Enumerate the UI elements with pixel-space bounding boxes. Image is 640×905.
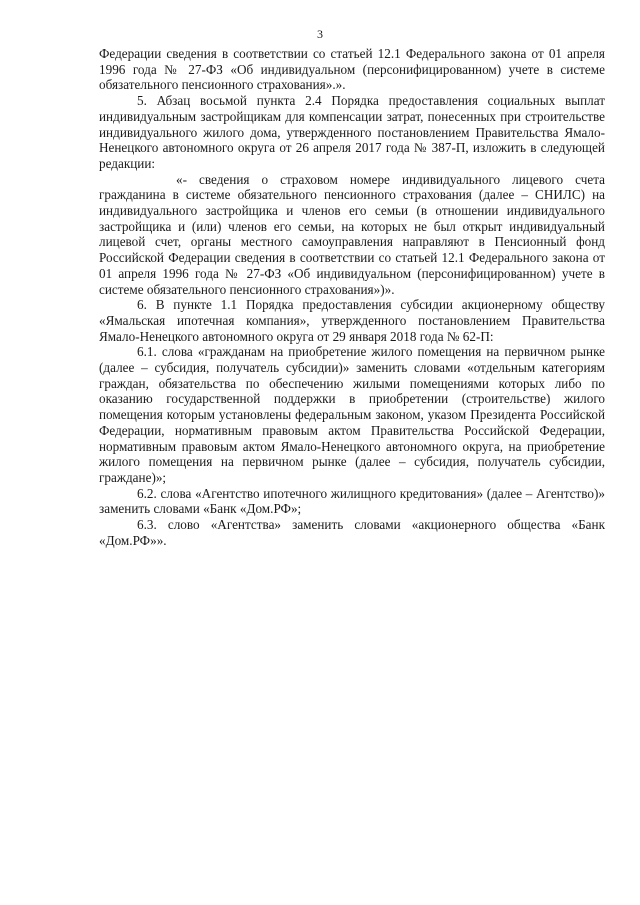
- paragraph-item-6-3: 6.3. слово «Агентства» заменить словами «акционерного общества «Банк «Дом.РФ»».: [99, 517, 605, 548]
- page-number: 3: [317, 27, 323, 41]
- paragraph-quoted-text: «- сведения о страховом номере индивидуального лицевого счета гражданина в системе обязательного пенсионного страхования (далее – СНИЛС) на индивидуального застройщика и членов его семьи (в отношении индивидуального застройщика и (или) членов его семьи, на которых не был открыт индивидуальный лицевой счет, органы местного самоуправления направляют в Пенсионный фонд Российской Федерации сведения в соответствии со статьей 12.1 Федерального закона от 01 апреля 1996 года № 27-ФЗ «Об индивидуальном (персонифицированном) учете в системе обязательного пенсионного страхования»)».: [99, 171, 605, 297]
- document-body: [99, 46, 605, 549]
- paragraph-item-6-1: 6.1. слова «гражданам на приобретение жилого помещения на первичном рынке (далее – субсидия, получатель субсидии)» заменить словами «отдельным категориям граждан, обязательства по обеспечению жилыми помещениями которых либо по оказанию государственной поддержки в приобретении (строительстве) жилого помещения которым установлены федеральным законом, указом Президента Российской Федерации, нормативным правовым актом Правительства Российской Федерации, нормативным правовым актом Ямало-Ненецкого автономного округа, на приобретение жилого помещения на первичном рынке (далее – субсидия, получатель субсидии, граждане)»;: [99, 344, 605, 485]
- paragraph-item-6: 6. В пункте 1.1 Порядка предоставления субсидии акционерному обществу «Ямальская ипотечная компания», утвержденного постановлением Правительства Ямало-Ненецкого автономного округа от 29 января 2018 года № 62-П:: [99, 297, 605, 344]
- paragraph-continuation: Федерации сведения в соответствии со статьей 12.1 Федерального закона от 01 апреля 1996 года № 27-ФЗ «Об индивидуальном (персонифицированном) учете в системе обязательного пенсионного страхования».».: [99, 46, 605, 93]
- paragraph-item-6-2: 6.2. слова «Агентство ипотечного жилищного кредитования» (далее – Агентство)» заменить словами «Банк «Дом.РФ»;: [99, 485, 605, 517]
- paragraph-item-5: 5. Абзац восьмой пункта 2.4 Порядка предоставления социальных выплат индивидуальным застройщикам для компенсации затрат, понесенных при строительстве индивидуального жилого дома, утвержденного постановлением Правительства Ямало-Ненецкого автономного округа от 26 апреля 2017 года № 387-П, изложить в следующей редакции:: [99, 93, 605, 171]
